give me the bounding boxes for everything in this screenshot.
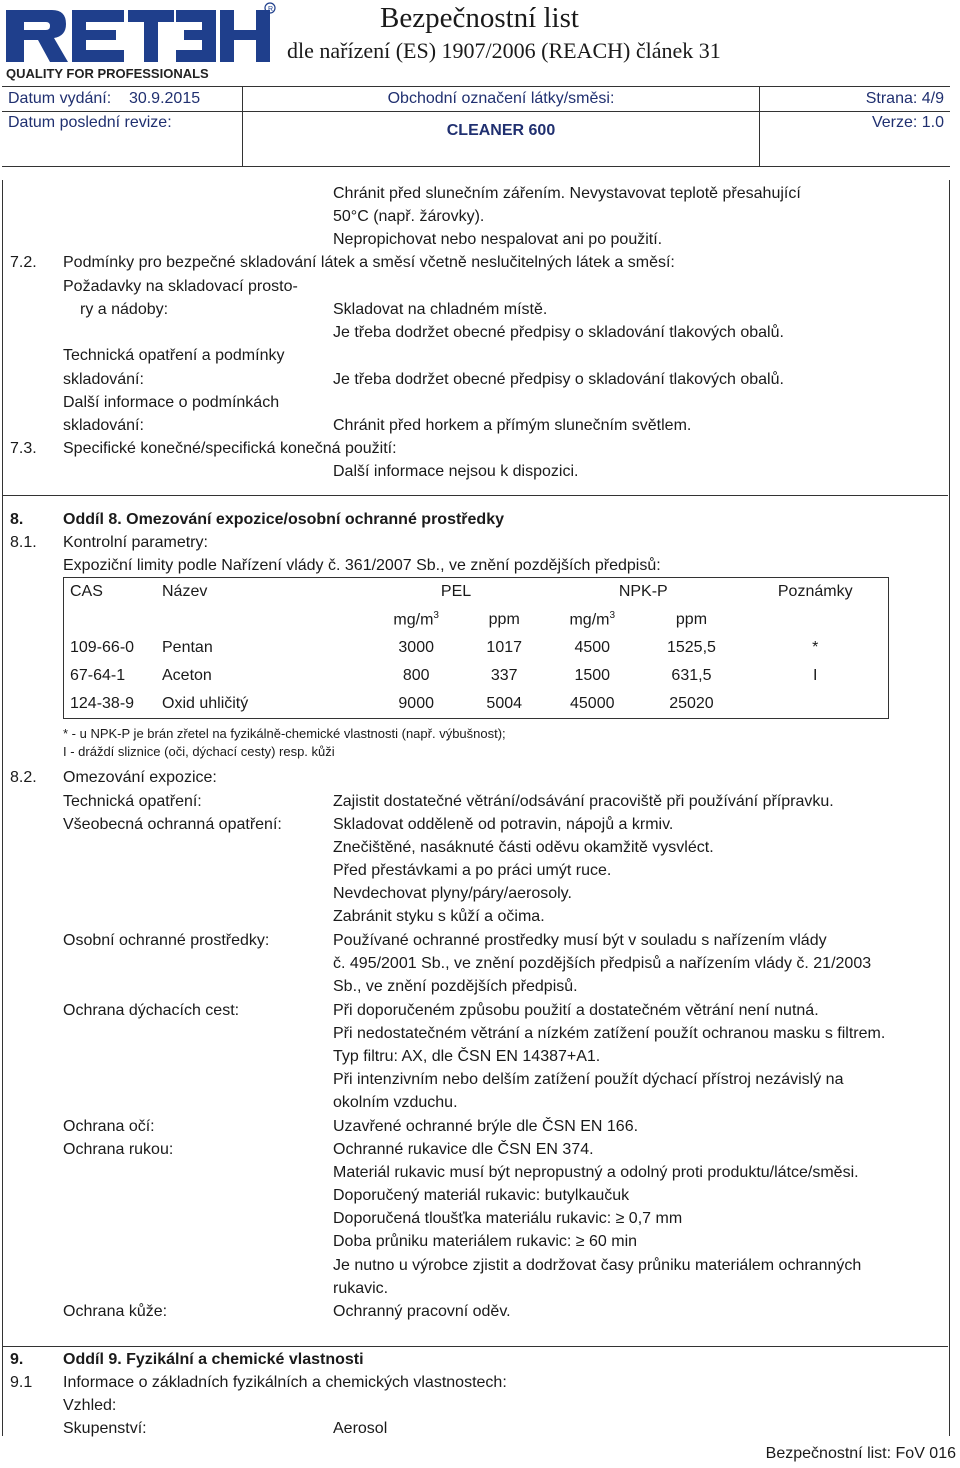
field-value: Typ filtru: AX, dle ČSN EN 14387+A1. — [333, 1048, 601, 1065]
field-label: Skupenství: — [63, 1420, 147, 1437]
logo-tagline: QUALITY FOR PROFESSIONALS — [6, 66, 209, 81]
field-value: okolním vzduchu. — [333, 1094, 458, 1111]
field-value: Je nutno u výrobce zjistit a dodržovat časy průniku materiálem ochranných — [333, 1257, 862, 1274]
section-subtitle: Expoziční limity podle Nařízení vlády č. 361/2007 Sb., ve znění pozdějších předpisů: — [63, 557, 661, 574]
section-title: Omezování expozice: — [63, 769, 217, 786]
issue-date: 30.9.2015 — [128, 90, 201, 107]
table-row: 109-66-0 Pentan 3000 1017 4500 1525,5 * — [70, 639, 819, 656]
col-header-cas: CAS — [70, 583, 103, 600]
header-table — [2, 86, 950, 167]
col-header-notes: Poznámky — [777, 583, 853, 600]
text-line: 50°C (např. žárovky). — [333, 208, 485, 225]
field-value: Nevdechovat plyny/páry/aerosoly. — [333, 885, 572, 902]
text-line: Chránit před slunečním zářením. Nevystavovat teplotě přesahující — [333, 185, 801, 202]
field-value: Zabránit styku s kůží a očima. — [333, 908, 545, 925]
unit-ppm: ppm — [675, 611, 708, 628]
field-value: Další informace nejsou k dispozici. — [333, 463, 579, 480]
section-heading: Oddíl 9. Fyzikální a chemické vlastnosti — [63, 1351, 364, 1368]
field-value: Znečištěné, nasáknuté části oděvu okamžitě vysvléct. — [333, 839, 714, 856]
field-label: ry a nádoby: — [80, 301, 169, 318]
field-value: Doba průniku materiálem rukavic: ≥ 60 min — [333, 1233, 638, 1250]
field-value: Skladovat odděleně od potravin, nápojů a krmiv. — [333, 816, 674, 833]
field-value: Je třeba dodržet obecné předpisy o skladování tlakových obalů. — [333, 371, 784, 388]
table-footnote: I - dráždí sliznice (oči, dýchací cesty) resp. kůži — [63, 744, 335, 759]
unit-mg: $mg/m^3$ — [393, 610, 439, 629]
section-number: 8. — [10, 511, 24, 528]
field-label: Ochrana kůže: — [63, 1303, 168, 1320]
exposure-limits-table — [63, 577, 889, 719]
field-value: Používané ochranné prostředky musí být v souladu s nařízením vlády — [333, 932, 827, 949]
section-title: Kontrolní parametry: — [63, 534, 208, 551]
field-value: Před přestávkami a po práci umýt ruce. — [333, 862, 612, 879]
field-value: Při nedostatečném větrání a nízkém zatížení použít ochranou masku s filtrem. — [333, 1025, 886, 1042]
field-label: Ochrana očí: — [63, 1118, 155, 1135]
revision-label: Datum poslední revize: — [2, 112, 243, 167]
field-value: Uzavřené ochranné brýle dle ČSN EN 166. — [333, 1118, 639, 1135]
company-logo — [4, 2, 276, 82]
field-label: skladování: — [63, 371, 144, 388]
field-value: Sb., ve znění pozdějších předpisů. — [333, 978, 578, 995]
field-value: Je třeba dodržet obecné předpisy o skladování tlakových obalů. — [333, 324, 784, 341]
col-header-pel: PEL — [440, 583, 472, 600]
section-number: 9.1 — [10, 1374, 33, 1391]
field-value: Ochranný pracovní oděv. — [333, 1303, 511, 1320]
field-label: Všeobecná ochranná opatření: — [63, 816, 282, 833]
page-footer: Bezpečnostní list: FoV 016 — [765, 1445, 956, 1462]
field-label: Technická opatření: — [63, 793, 202, 810]
field-value: Chránit před horkem a přímým slunečním světlem. — [333, 417, 692, 434]
section-number: 7.2. — [10, 254, 37, 271]
table-row: 67-64-1 Aceton 800 337 1500 631,5 I — [70, 667, 818, 684]
section-number: 8.2. — [10, 769, 37, 786]
section-title: Informace o základních fyzikálních a chemických vlastnostech: — [63, 1374, 507, 1391]
trade-name-label: Obchodní označení látky/směsi: — [243, 87, 760, 112]
field-value: Materiál rukavic musí být nepropustný a odolný proti produktu/látce/směsi. — [333, 1164, 859, 1181]
document-title: Bezpečnostní list — [380, 2, 579, 34]
field-value: Ochranné rukavice dle ČSN EN 374. — [333, 1141, 594, 1158]
field-label: Ochrana dýchacích cest: — [63, 1002, 240, 1019]
field-value: Doporučená tloušťka materiálu rukavic: ≥ 0,7 mm — [333, 1210, 683, 1227]
section-heading: Oddíl 8. Omezování expozice/osobní ochranné prostředky — [63, 511, 504, 528]
field-value: Doporučený materiál rukavic: butylkaučuk — [333, 1187, 630, 1204]
document-subtitle: dle nařízení (ES) 1907/2006 (REACH) článek 31 — [287, 38, 721, 63]
section-number: 8.1. — [10, 534, 37, 551]
section-title: Specifické konečné/specifická konečná použití: — [63, 440, 397, 457]
field-value: č. 495/2001 Sb., ve znění pozdějších předpisů a nařízením vlády č. 21/2003 — [333, 955, 872, 972]
field-label: Technická opatření a podmínky — [63, 347, 285, 364]
text-line: Nepropichovat nebo nespalovat ani po použití. — [333, 231, 663, 248]
field-value: Skladovat na chladném místě. — [333, 301, 548, 318]
field-value: Při doporučeném způsobu použití a dostatečném větrání není nutná. — [333, 1002, 819, 1019]
page-number: Strana: 4/9 — [760, 87, 951, 112]
unit-mg: $mg/m^3$ — [569, 610, 616, 629]
col-header-npk: NPK-P — [618, 583, 668, 600]
section-title: Podmínky pro bezpečné skladování látek a směsí včetně neslučitelných látek a směsí: — [63, 254, 675, 271]
field-label: Další informace o podmínkách — [63, 394, 280, 411]
field-value: Při intenzivním nebo delším zatížení použít dýchací přístroj nezávislý na — [333, 1071, 844, 1088]
unit-ppm: ppm — [488, 611, 520, 628]
table-footnote: * - u NPK-P je brán zřetel na fyzikálně-chemické vlastnosti (např. výbušnost); — [63, 726, 506, 741]
section-divider — [2, 1346, 948, 1347]
col-header-name: Název — [162, 583, 208, 600]
section-divider — [2, 495, 948, 496]
field-label: Vzhled: — [63, 1397, 117, 1414]
field-label: Požadavky na skladovací prosto- — [63, 278, 298, 295]
field-value: Zajistit dostatečné větrání/odsávání pracoviště při používání přípravku. — [333, 793, 834, 810]
section-number: 9. — [10, 1351, 24, 1368]
svg-text:R: R — [268, 6, 274, 13]
section-number: 7.3. — [10, 440, 37, 457]
field-label: Osobní ochranné prostředky: — [63, 932, 270, 949]
field-label: skladování: — [63, 417, 144, 434]
version-label: Verze: 1.0 — [760, 112, 951, 167]
field-label: Ochrana rukou: — [63, 1141, 174, 1158]
table-row: 124-38-9 Oxid uhličitý 9000 5004 45000 25020 — [70, 695, 714, 712]
field-value: Aerosol — [333, 1420, 388, 1437]
field-value: rukavic. — [333, 1280, 389, 1297]
issue-label: Datum vydání: — [8, 90, 112, 107]
product-name: CLEANER 600 — [243, 112, 760, 167]
